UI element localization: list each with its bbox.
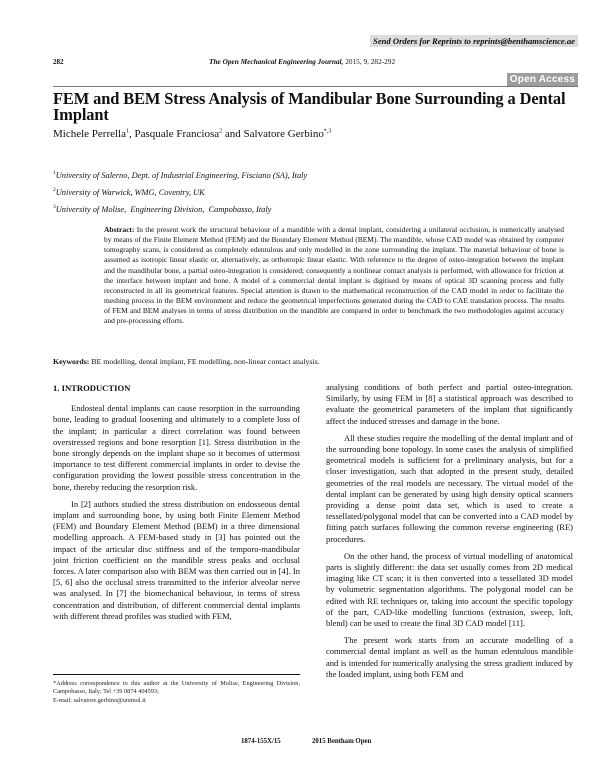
journal-name: The Open Mechanical Engineering Journal,: [209, 57, 344, 66]
journal-citation: 2015, 9, 282-292: [343, 57, 396, 66]
footnote-divider: [53, 674, 300, 675]
affiliation-list: [53, 166, 307, 216]
keywords: [53, 357, 320, 366]
affiliation-text: University of Salerno, Dept. of Industrial Engineering, Fisciano (SA), Italy: [55, 170, 308, 180]
affiliation: [53, 183, 307, 200]
body-paragraph: All these studies require the modelling of the dental implant and of the surrounding bone topology. In some cases the analysis of simplified geometrical models is sufficient for a preliminary analysis, but for a closer investigation, such that adopted in the present study, detailed geometries of the real models are necessary. The virtual model of the dental implant can be generated by using high density optical scanners providing a dense point data set, which is used to create a tessellated/polygonal model that can be converted into a CAD model by fitting patch surfaces following the common reverse engineering (RE) procedures.: [326, 432, 573, 544]
reprints-notice: Send Orders for Reprints to reprints@benthamscience.ae: [370, 35, 578, 47]
abstract-text: In the present work the structural behaviour of a mandible with a dental implant, considering a unilateral occlusion, is numerically analysed by means of the Finite Element Method (FEM) and the Boundary Element Method (BEM). The mandible, whose CAD model was obtained by computer tomography scans, is considered as completely edentulous and only modelled in the zone surrounding the implant. The material behaviour of bone is assumed as isotropic linear elastic or, alternatively, as orthotropic linear elastic. With reference to the degree of osteo-integration between the implant and the mandibular bone, a partial osteo-integration is considered; consequently a nonlinear contact analysis is performed, with allowance for friction at the interface between implant and bone. A model of a commercial dental implant is digitised by means of optical 3D scanning process and fully reconstructed in all its geometrical features. Special attention is drawn to the mathematical reconstruction of the CAD model in order to facilitate the meshing process in the BEM environment and reduce the geometrical imperfections generated during the CAD to CAE translation process. The results of FEM and BEM analyses in terms of stress distribution on the mandible are compared in order to benchmark the two methodologies against accuracy and pre-processing efforts.: [104, 225, 564, 326]
affiliation-mark: 2: [53, 186, 56, 193]
keywords-label: Keywords:: [53, 357, 90, 366]
author-list: [53, 128, 331, 140]
article-title: FEM and BEM Stress Analysis of Mandibular Bone Surrounding a Dental Implant: [53, 89, 566, 124]
author-name: Salvatore Gerbino: [243, 128, 324, 140]
body-column-right: [326, 382, 573, 686]
affiliation-text: University of Molise, Engineering Division, Campobasso, Italy: [55, 204, 272, 214]
affiliation-mark: 3: [53, 203, 56, 210]
author-affiliation-mark: *,3: [323, 128, 332, 135]
footnote-email: E-mail: salvatore.gerbino@unimol.it: [53, 696, 146, 704]
abstract-label: Abstract:: [104, 225, 135, 234]
body-paragraph: In [2] authors studied the stress distribution on endosseous dental implant and surrounding bone, by using both Finite Element Method (FEM) and Boundary Element Method (BEM) in a three dimensional modelling approach. A FEM-based study in [3] has pointed out the impact of the articular disc stiffness and of the temporo-mandibular joint friction coefficient on the mandible stress peaks and occlusal forces. A later comparison also with BEM was then carried out in [4]. In [5, 6] also the occlusal stress transmitted to the inferior alveolar nerve was analysed. In [7] the biomechanical behaviour, in terms of stress concentration and distribution, of different commercial dental implants with different thread profiles was studied with FEM,: [53, 498, 300, 621]
section-heading: 1. INTRODUCTION: [53, 383, 131, 393]
author-separator: and: [222, 128, 244, 140]
open-access-badge: Open Access: [507, 73, 578, 86]
footnote-address: *Address correspondence to this author at the University of Molise, Engineering Division, Campobasso, Italy; Tel +39 0874 404593;: [53, 680, 300, 696]
author-separator: ,: [129, 128, 135, 140]
header-divider: [53, 86, 578, 87]
keywords-text: BE modelling, dental implant, FE modelling, non-linear contact analysis.: [89, 357, 320, 366]
body-column-left: [53, 383, 300, 628]
body-paragraph: analysing conditions of both perfect and partial osteo-integration. Similarly, by using FEM in [8] a statistical approach was described to evaluate the geometrical parameters of the implant that significantly affect the induced stresses and damage in the bone.: [326, 382, 573, 426]
correspondence-footnote: [53, 680, 300, 705]
author-name: Michele Perrella: [53, 128, 126, 140]
affiliation: [53, 200, 307, 217]
affiliation-text: University of Warwick, WMG, Coventry, UK: [55, 187, 205, 197]
body-paragraph: Endosteal dental implants can cause resorption in the surrounding bone, leading to gradual loosening and ultimately to a complete loss of the implant; in particular a direct correlation was found between overstressed regions and bone resorption [1]. Stress distribution in the bone strongly depends on the implant shape so it becomes of uttermost importance to test different commercial implants in order to devise the configuration providing the lowest possible stress concentration in the bone, thereby reducing the resorption risk.: [53, 403, 300, 492]
copyright: 2015 Bentham Open: [312, 738, 372, 745]
page-number: 282: [53, 58, 64, 66]
body-paragraph: On the other hand, the process of virtual modelling of anatomical parts is slightly different: the data set usually comes from 2D medical imaging like CT scan; it is then converted into a tessellated 3D model by volumetric segmentation algorithms. The polygonal model can be edited with RE techniques or, taking into account the specific topology of the part, CAD-like modelling functions (extrusion, sweep, loft, blend) can be used to create the final 3D CAD model [11].: [326, 550, 573, 629]
affiliation: [53, 166, 307, 183]
abstract: [104, 225, 564, 327]
body-paragraph: The present work starts from an accurate modelling of a commercial dental implant as well as the human edentulous mandible and is intended for numerically analysing the stress gradient induced by the loaded implant, using both FEM and: [326, 635, 573, 679]
journal-header: [209, 57, 395, 66]
author-affiliation-mark: 2: [219, 128, 223, 135]
author-name: Pasquale Franciosa: [134, 128, 220, 140]
affiliation-mark: 1: [53, 170, 56, 176]
issn: 1874-155X/15: [241, 738, 281, 745]
author-affiliation-mark: 1: [126, 128, 129, 135]
